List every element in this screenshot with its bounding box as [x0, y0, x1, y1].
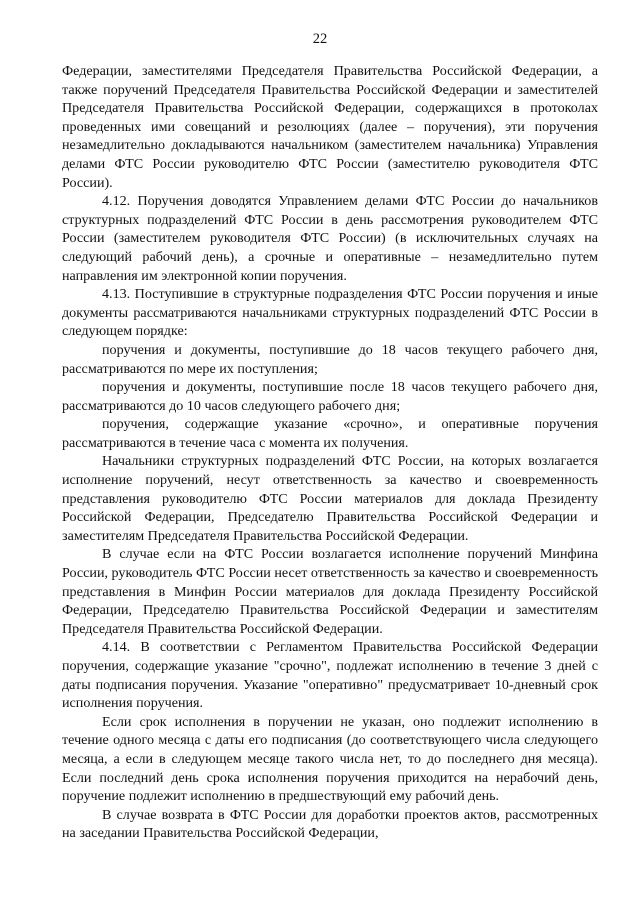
paragraph-4-14: 4.14. В соответствии с Регламентом Правительства Российской Федерации поручения, содержащие указание "срочно", подлежат исполнению в течение 3 дней с даты подписания поручения. Указание "оперативно" предусматривает 10-дневный срок исполнения поручения.: [62, 639, 598, 712]
document-body: [62, 62, 598, 843]
paragraph-return: В случае возврата в ФТС России для доработки проектов актов, рассмотренных на заседании Правительства Российской Федерации,: [62, 806, 598, 842]
page-number: 22: [312, 31, 328, 47]
paragraph-4-13: 4.13. Поступившие в структурные подразделения ФТС России поручения и иные документы рассматриваются начальниками структурных подразделений ФТС России в следующем порядке:: [62, 286, 598, 340]
paragraph-responsibility: Начальники структурных подразделений ФТС России, на которых возлагается исполнение поручений, несут ответственность за качество и своевременность представления руководителю ФТС России материалов для доклада Президенту Российской Федерации, Председателю Правительства Российской Федерации и заместителям Председателя Правительства Российской Федерации.: [62, 453, 598, 544]
paragraph-minfin: В случае если на ФТС России возлагается исполнение поручений Минфина России, руководитель ФТС России несет ответственность за качество и своевременность представления в Минфин России материалов для доклада Президенту Российской Федерации, Председателю Правительства Российской Федерации и заместителям Председателя Правительства Российской Федерации.: [62, 546, 598, 637]
paragraph-item-before-18: поручения и документы, поступившие до 18 часов текущего рабочего дня, рассматриваются по мере их поступления;: [62, 341, 598, 377]
paragraph-continuation: Федерации, заместителями Председателя Правительства Российской Федерации, а также поручений Председателя Правительства Российской Федерации и заместителей Председателя Правительства Российской Федерации, содержащихся в протоколах проведенных ими совещаний и резолюциях (далее – поручения), эти поручения незамедлительно докладываются начальником (заместителем начальника) Управления делами ФТС России руководителю ФТС России (заместителю руководителя ФТС России).: [62, 63, 598, 191]
paragraph-item-urgent: поручения, содержащие указание «срочно», и оперативные поручения рассматриваются в течение часа с момента их получения.: [62, 416, 598, 451]
paragraph-deadline: Если срок исполнения в поручении не указан, оно подлежит исполнению в течение одного месяца с даты его подписания (до соответствующего числа следующего месяца, а если в следующем месяце такого числа нет, то до последнего дня месяца). Если последний день срока исполнения поручения приходится на нерабочий день, поручение подлежит исполнению в предшествующий ему рабочий день.: [62, 713, 598, 805]
paragraph-4-12: 4.12. Поручения доводятся Управлением делами ФТС России до начальников структурных подразделений ФТС России в день рассмотрения руководителем ФТС России (заместителем руководителя ФТС России) (в исключительных случаях на следующий рабочий день), а срочные и оперативные – незамедлительно путем направления им электронной копии поручения.: [62, 193, 598, 284]
paragraph-item-after-18: поручения и документы, поступившие после 18 часов текущего рабочего дня, рассматриваются до 10 часов следующего рабочего дня;: [62, 379, 598, 414]
